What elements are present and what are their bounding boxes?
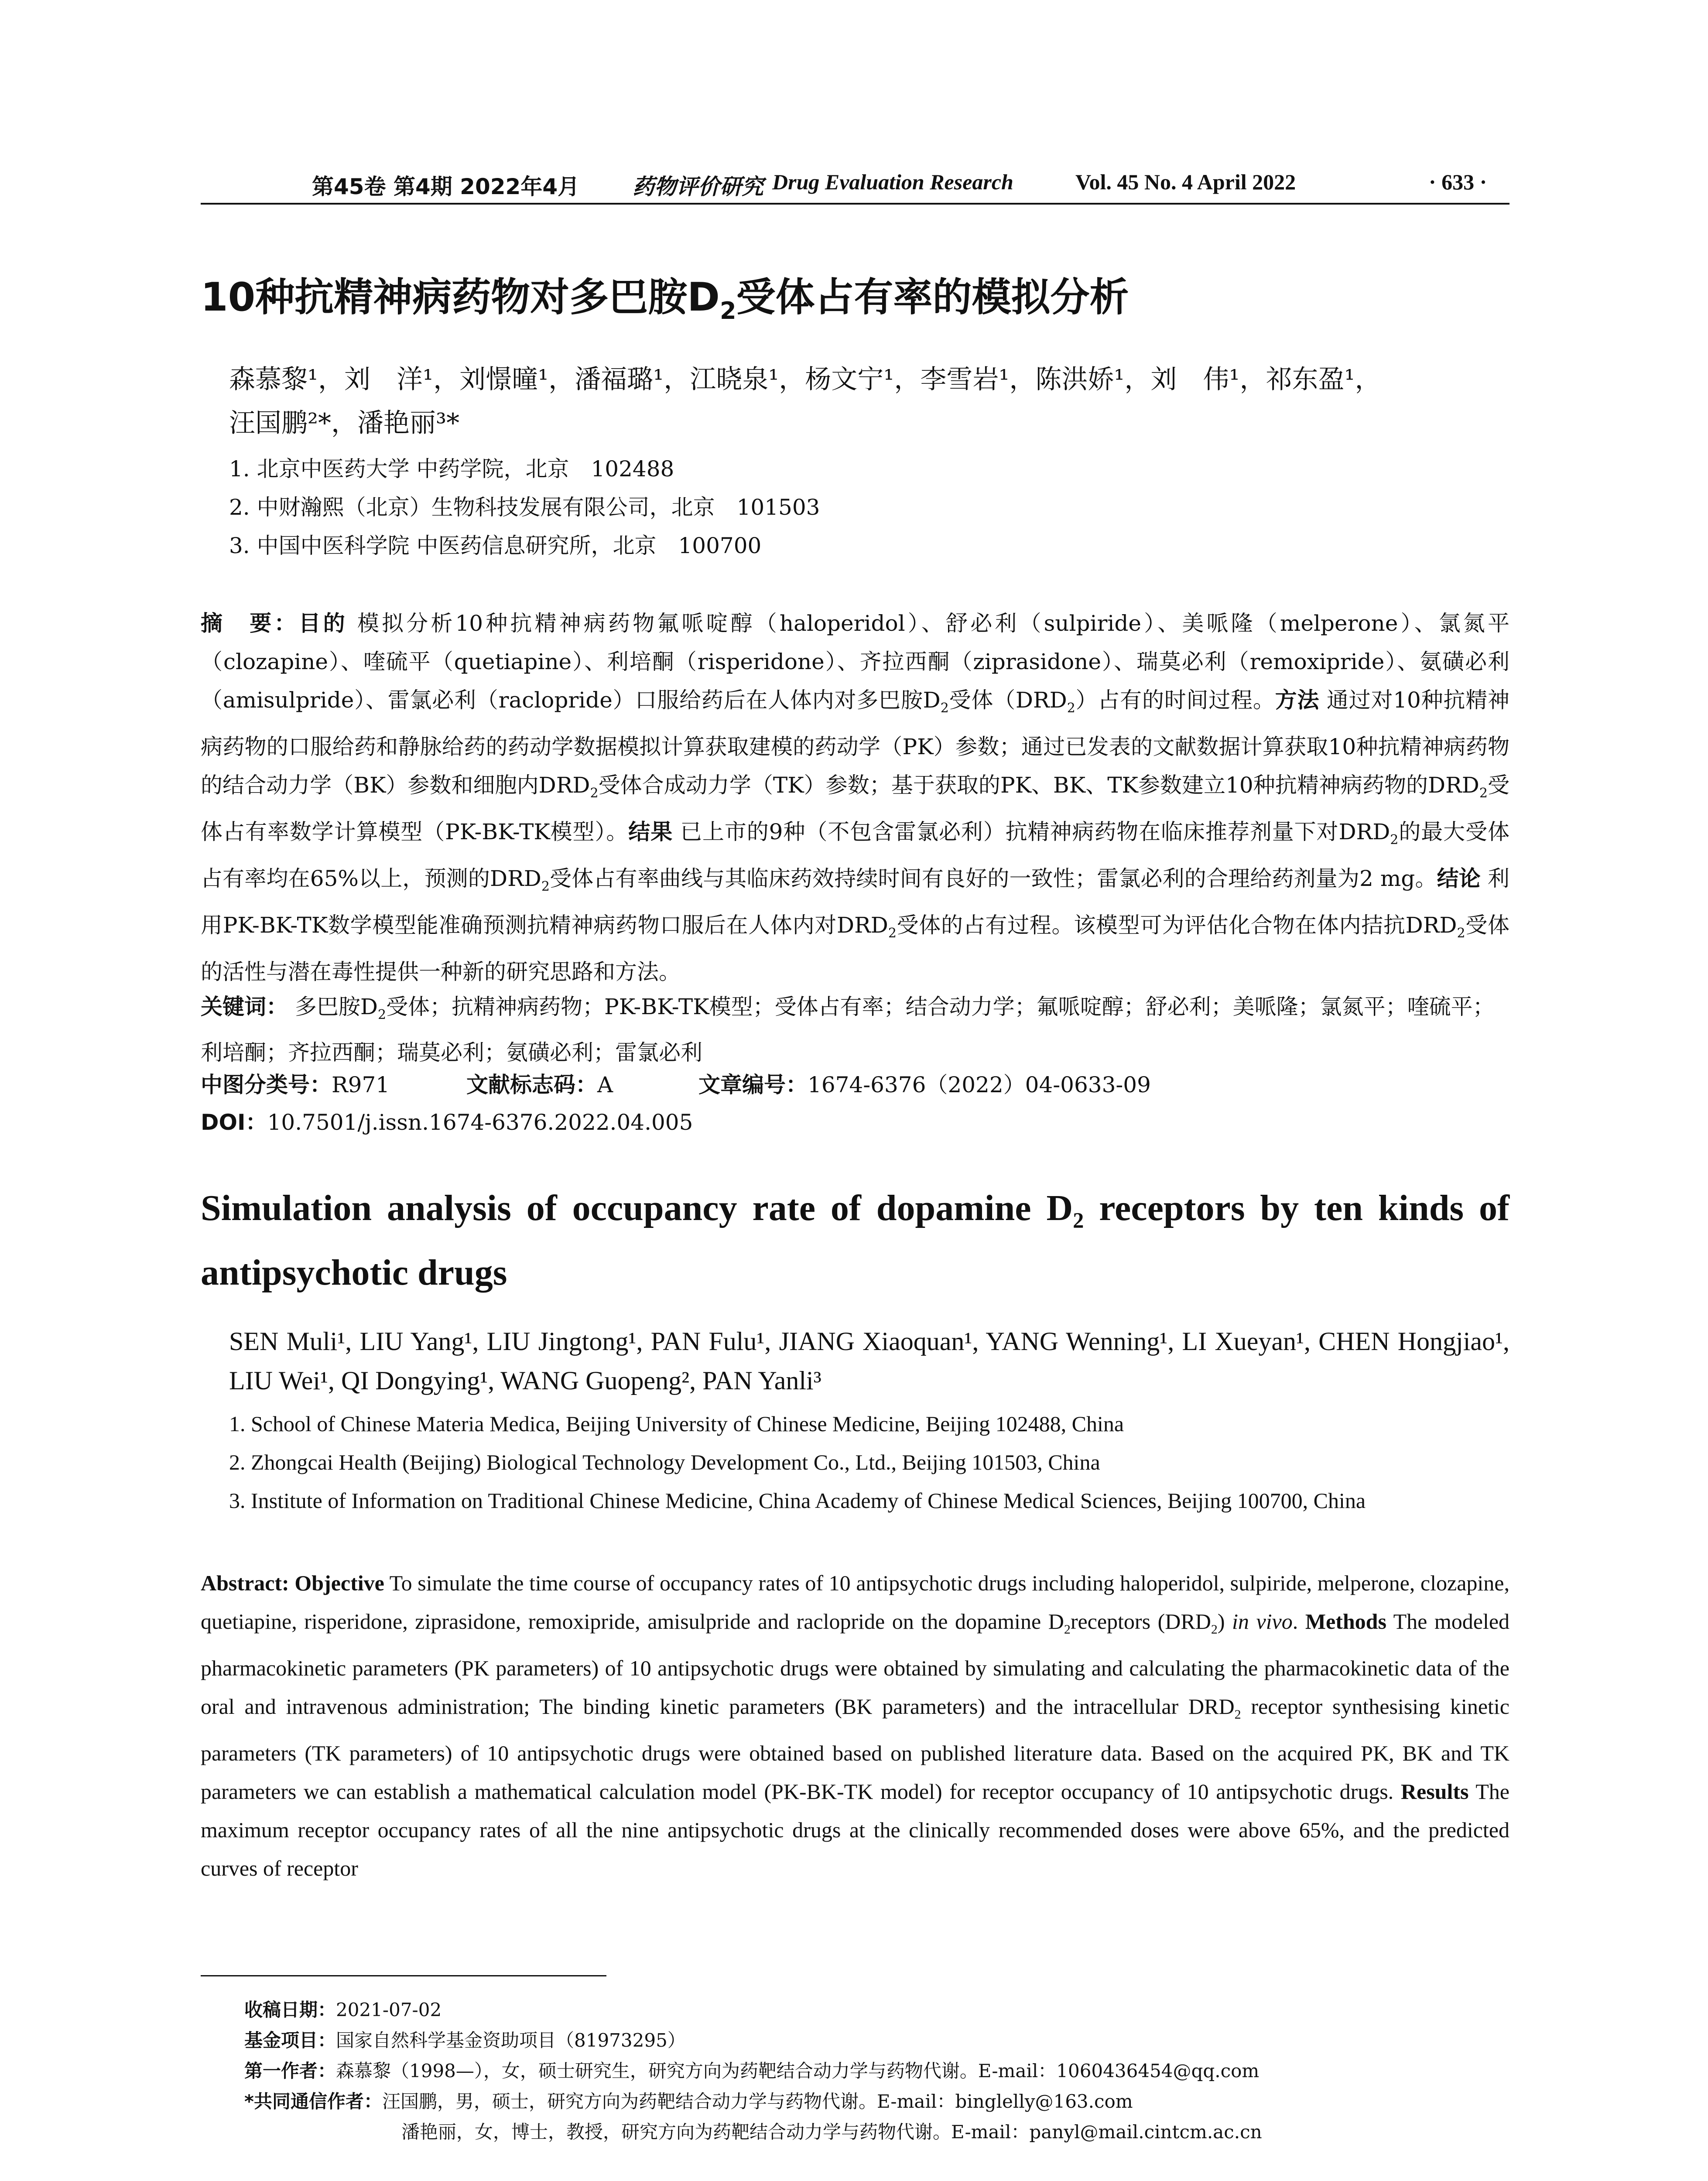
volume-issue-en: Vol. 45 No. 4 April 2022 — [1075, 170, 1296, 194]
affiliation-cn-2: 2. 中财瀚熙（北京）生物科技发展有限公司，北京 101503 — [229, 495, 820, 520]
footnote-rule — [201, 1975, 606, 1976]
doi-value[interactable]: 10.7501/j.issn.1674-6376.2022.04.005 — [267, 1110, 693, 1135]
running-header — [201, 169, 1509, 204]
journal-name-en: Drug Evaluation Research — [772, 170, 1013, 194]
authors-cn-line1: 森慕黎¹，刘 洋¹，刘憬曈¹，潘福璐¹，江晓泉¹，杨文宁¹，李雪岩¹，陈洪娇¹，刘 伟¹，祁东盈¹， — [229, 364, 1381, 395]
affiliation-en-3: 3. Institute of Information on Traditional Chinese Medicine, China Academy of Chinese Medical Sciences, Beijing 100700, China — [229, 1488, 1366, 1513]
title-cn: 10种抗精神病药物对多巴胺$D_2$受体占有率的模拟分析 — [201, 274, 1129, 325]
authors-en: SEN Muli¹, LIU Yang¹, LIU Jingtong¹, PAN Fulu¹, JIANG Xiaoquan¹, YANG Wenning¹, LI Xueyan¹, CHEN Hongjiao¹, LIU Wei¹, QI Dongying¹, WANG Guopeng², PAN Yanli³ — [229, 1327, 1509, 1395]
footnote-first-author: 第一作者：森慕黎（1998—），女，硕士研究生，研究方向为药靶结合动力学与药物代谢。E-mail：1060436454@qq.com — [244, 2060, 1260, 2082]
authors-cn-line2: 汪国鹏²*，潘艳丽³* — [229, 408, 460, 438]
affiliation-en-1: 1. School of Chinese Materia Medica, Beijing University of Chinese Medicine, Beijing 102488, China — [229, 1412, 1124, 1436]
footnote-received: 收稿日期：2021-07-02 — [244, 1999, 442, 2020]
affiliation-cn-3: 3. 中国中医科学院 中医药信息研究所，北京 100700 — [229, 533, 762, 558]
classification-line: 中图分类号：R971 文献标志码：A 文章编号：1674-6376（2022）04-0633-09 — [201, 1072, 1151, 1097]
footnote-corresponding-2: 潘艳丽，女，博士，教授，研究方向为药靶结合动力学与药物代谢。E-mail：panyl@mail.cintcm.ac.cn — [401, 2121, 1262, 2143]
affiliation-en-2: 2. Zhongcai Health (Beijing) Biological Technology Development Co., Ltd., Beijing 101503, China — [229, 1450, 1100, 1474]
abstract-cn: 摘 要：目的 模拟分析10种抗精神病药物氟哌啶醇（haloperidol）、舒必利（sulpiride）、美哌隆（melperone）、氯氮平（clozapine）、喹硫平（quetiapine）、利培酮（risperidone）、齐拉西酮（ziprasidone）、瑞莫必利（remoxipride）、氨磺必利（amisulpride）、雷氯必利（raclopride）口服给药后在人体内对多巴胺$D_2$受体$(DRD_2)$占有的时间过程。方法 通过对10种抗精神病药物的口服给药和静脉给药的药动学数据模拟计算获取建模的药动学（PK）参数；通过已发表的文献数据计算获取10种抗精神病药物的结合动力学（BK）参数和细胞内$DRD_2$受体合成动力学（TK）参数；基于获取的PK、BK、TK参数建立10种抗精神病药物的$DRD_2$受体占有率数学计算模型（PK-BK-TK模型）。结果 已上市的9种（不包含雷氯必利）抗精神病药物在临床推荐剂量下对$DRD_2$的最大受体占有率均在65%以上，预测的$DRD_2$受体占有率曲线与其临床药效持续时间有良好的一致性；雷氯必利的合理给药剂量为2 mg。结论 利用PK-BK-TK数学模型能准确预测抗精神病药物口服后在人体内对$DRD_2$受体的占有过程。该模型可为评估化合物在体内拮抗$DRD_2$受体的活性与潜在毒性提供一种新的研究思路和方法。 — [201, 611, 1510, 985]
authors-cn — [229, 358, 1509, 445]
header-rule — [201, 203, 1509, 205]
doc-code: A — [597, 1072, 613, 1097]
keywords-cn: 关键词： 多巴胺$D_2$受体；抗精神病药物；PK-BK-TK模型；受体占有率；结合动力学；氟哌啶醇；舒必利；美哌隆；氯氮平；喹硫平；利培酮；齐拉西酮；瑞莫必利；氨磺必利；雷氯必利 — [201, 994, 1495, 1065]
footnote-corresponding: *共同通信作者：汪国鹏，男，硕士，研究方向为药靶结合动力学与药物代谢。E-mail：binglelly@163.com — [244, 2091, 1133, 2112]
affiliation-cn-1: 1. 北京中医药大学 中药学院，北京 102488 — [229, 456, 674, 482]
clc-number: R971 — [332, 1072, 390, 1097]
page-number: · 633 · — [1429, 170, 1487, 194]
abstract-en: Abstract: Objective To simulate the time course of occupancy rates of 10 antipsychotic drugs including haloperidol, sulpiride, melperone, clozapine, quetiapine, risperidone, ziprasidone, remoxipride, amisulpride and raclopride on the dopamine $D_2receptors$ $(DRD_2)$ in vivo. Methods The modeled pharmacokinetic parameters (PK parameters) of 10 antipsychotic drugs were obtained by simulating and calculating the pharmacokinetic data of the oral and intravenous administration; The binding kinetic parameters (BK parameters) and the intracellular $DRD_2$ receptor synthesising kinetic parameters (TK parameters) of 10 antipsychotic drugs were obtained based on published literature data. Based on the acquired PK, BK and TK parameters we can establish a mathematical calculation model (PK-BK-TK model) for receptor occupancy of 10 antipsychotic drugs. Results The maximum receptor occupancy rates of all the nine antipsychotic drugs at the clinically recommended doses were above 65%, and the predicted curves of receptor — [201, 1571, 1510, 1880]
title-en: Simulation analysis of occupancy rate of dopamine $D_2$ receptors by ten kinds of antipsychotic drugs — [201, 1188, 1509, 1293]
doi-line: DOI：10.7501/j.issn.1674-6376.2022.04.005 — [201, 1110, 693, 1135]
volume-issue-cn: 第45卷 第4期 2022年4月 — [312, 174, 580, 199]
footnote-fund: 基金项目：国家自然科学基金资助项目（81973295） — [244, 2030, 686, 2051]
article-number: 1674-6376（2022）04-0633-09 — [808, 1072, 1151, 1097]
journal-logo: 药物评价研究 — [633, 174, 763, 199]
